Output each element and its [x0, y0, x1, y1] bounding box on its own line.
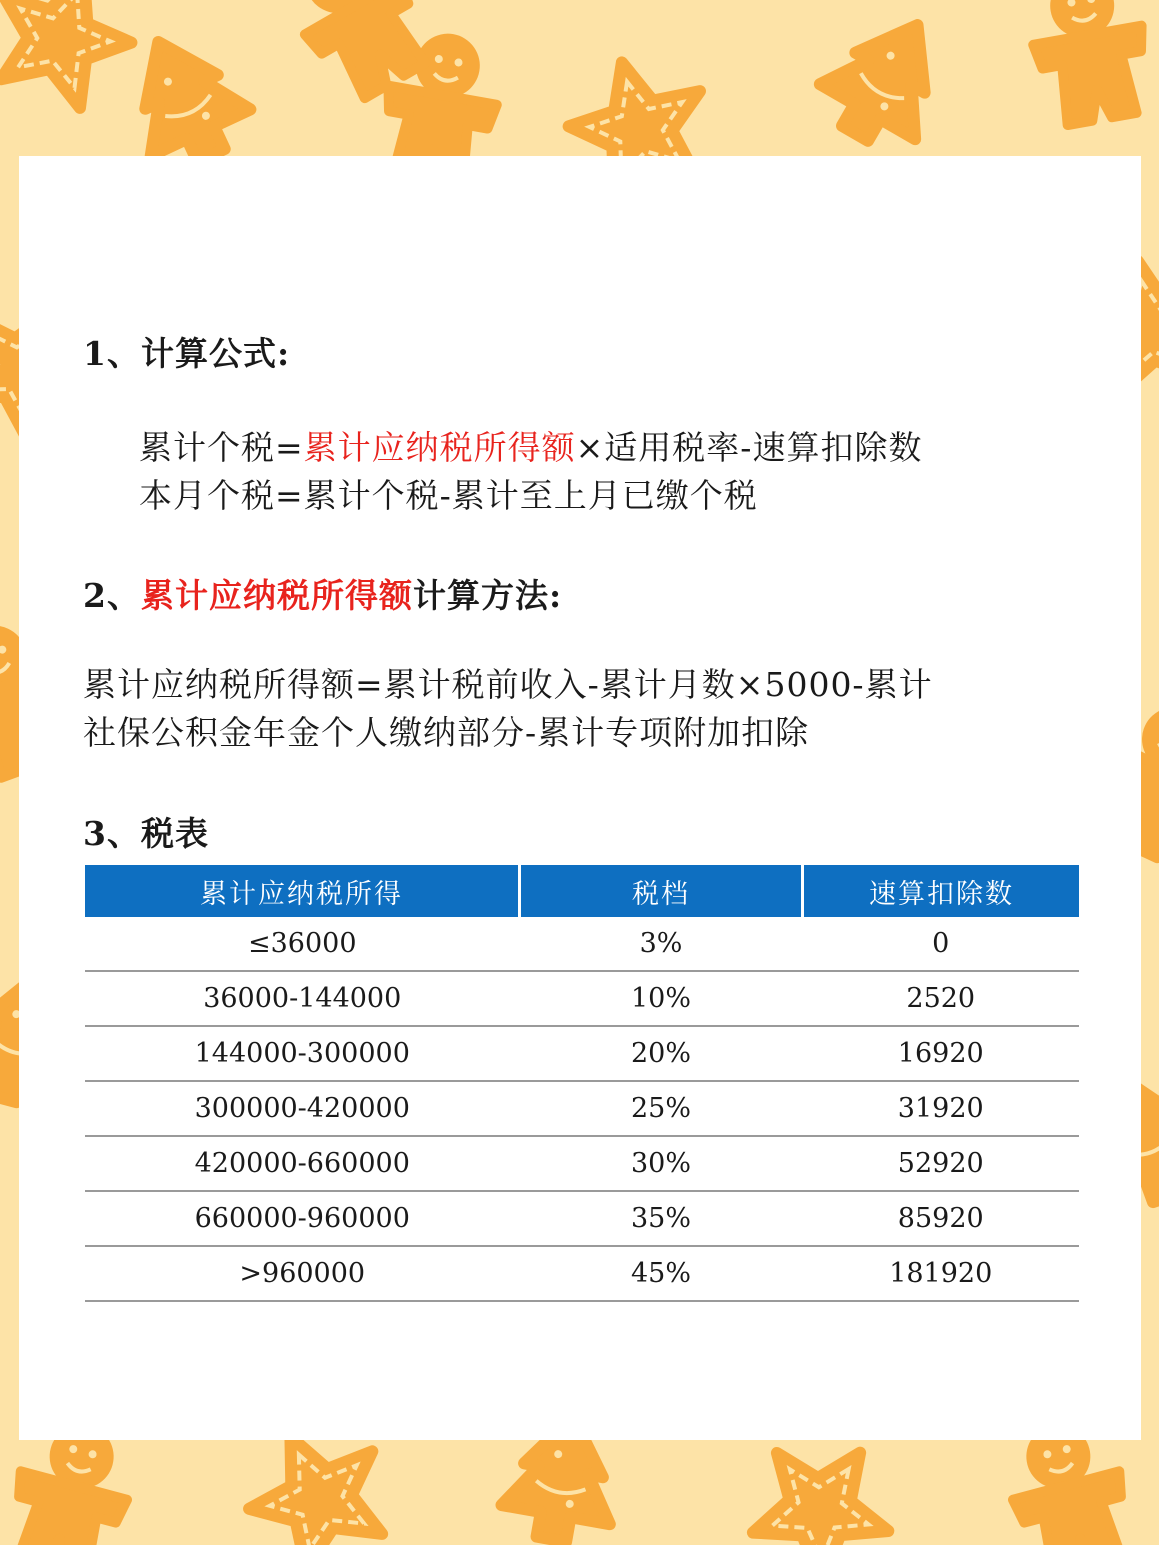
content-card	[19, 156, 1141, 1440]
formula1-highlight: 累计应纳税所得额	[303, 428, 576, 467]
cell-rate: 35%	[520, 1191, 803, 1246]
formula1-part1: 累计个税=	[139, 428, 304, 467]
section3-heading: 3、税表	[83, 814, 209, 853]
section1-heading: 1、计算公式:	[83, 334, 291, 373]
table-row	[85, 1191, 1079, 1246]
table-row	[85, 1081, 1079, 1136]
col-header-deduction: 速算扣除数	[803, 865, 1080, 917]
table-row	[85, 1246, 1079, 1301]
cell-rate: 10%	[520, 971, 803, 1026]
table-row	[85, 1136, 1079, 1191]
formula1-part2: ×适用税率-速算扣除数	[575, 428, 923, 467]
cell-deduction: 181920	[803, 1246, 1080, 1301]
formula-cumulative-tax	[139, 422, 922, 469]
table-header-row	[85, 865, 1079, 917]
method-line-1: 累计应纳税所得额=累计税前收入-累计月数×5000-累计	[83, 665, 933, 704]
table-row	[85, 917, 1079, 971]
method-line-2: 社保公积金年金个人缴纳部分-累计专项附加扣除	[83, 713, 810, 752]
cell-rate: 3%	[520, 917, 803, 971]
col-header-rate: 税档	[520, 865, 803, 917]
cell-income: 144000-300000	[85, 1026, 520, 1081]
cell-income: 36000-144000	[85, 971, 520, 1026]
cell-income: 300000-420000	[85, 1081, 520, 1136]
cell-income: >960000	[85, 1246, 520, 1301]
cell-income: 660000-960000	[85, 1191, 520, 1246]
section2-heading-suffix: 计算方法:	[412, 576, 563, 615]
cell-deduction: 31920	[803, 1081, 1080, 1136]
cell-rate: 30%	[520, 1136, 803, 1191]
table-row	[85, 971, 1079, 1026]
cell-rate: 45%	[520, 1246, 803, 1301]
section2-heading-prefix: 2、	[83, 576, 141, 615]
cell-income: 420000-660000	[85, 1136, 520, 1191]
table-row	[85, 1026, 1079, 1081]
cell-deduction: 0	[803, 917, 1080, 971]
cell-deduction: 2520	[803, 971, 1080, 1026]
col-header-income: 累计应纳税所得	[85, 865, 520, 917]
cell-deduction: 16920	[803, 1026, 1080, 1081]
formula-monthly-tax: 本月个税=累计个税-累计至上月已缴个税	[139, 476, 758, 515]
cell-rate: 25%	[520, 1081, 803, 1136]
section2-heading	[83, 570, 562, 617]
cell-rate: 20%	[520, 1026, 803, 1081]
cell-deduction: 85920	[803, 1191, 1080, 1246]
cell-deduction: 52920	[803, 1136, 1080, 1191]
tax-rate-table	[85, 865, 1079, 1302]
section2-heading-highlight: 累计应纳税所得额	[140, 576, 413, 615]
cell-income: ≤36000	[85, 917, 520, 971]
